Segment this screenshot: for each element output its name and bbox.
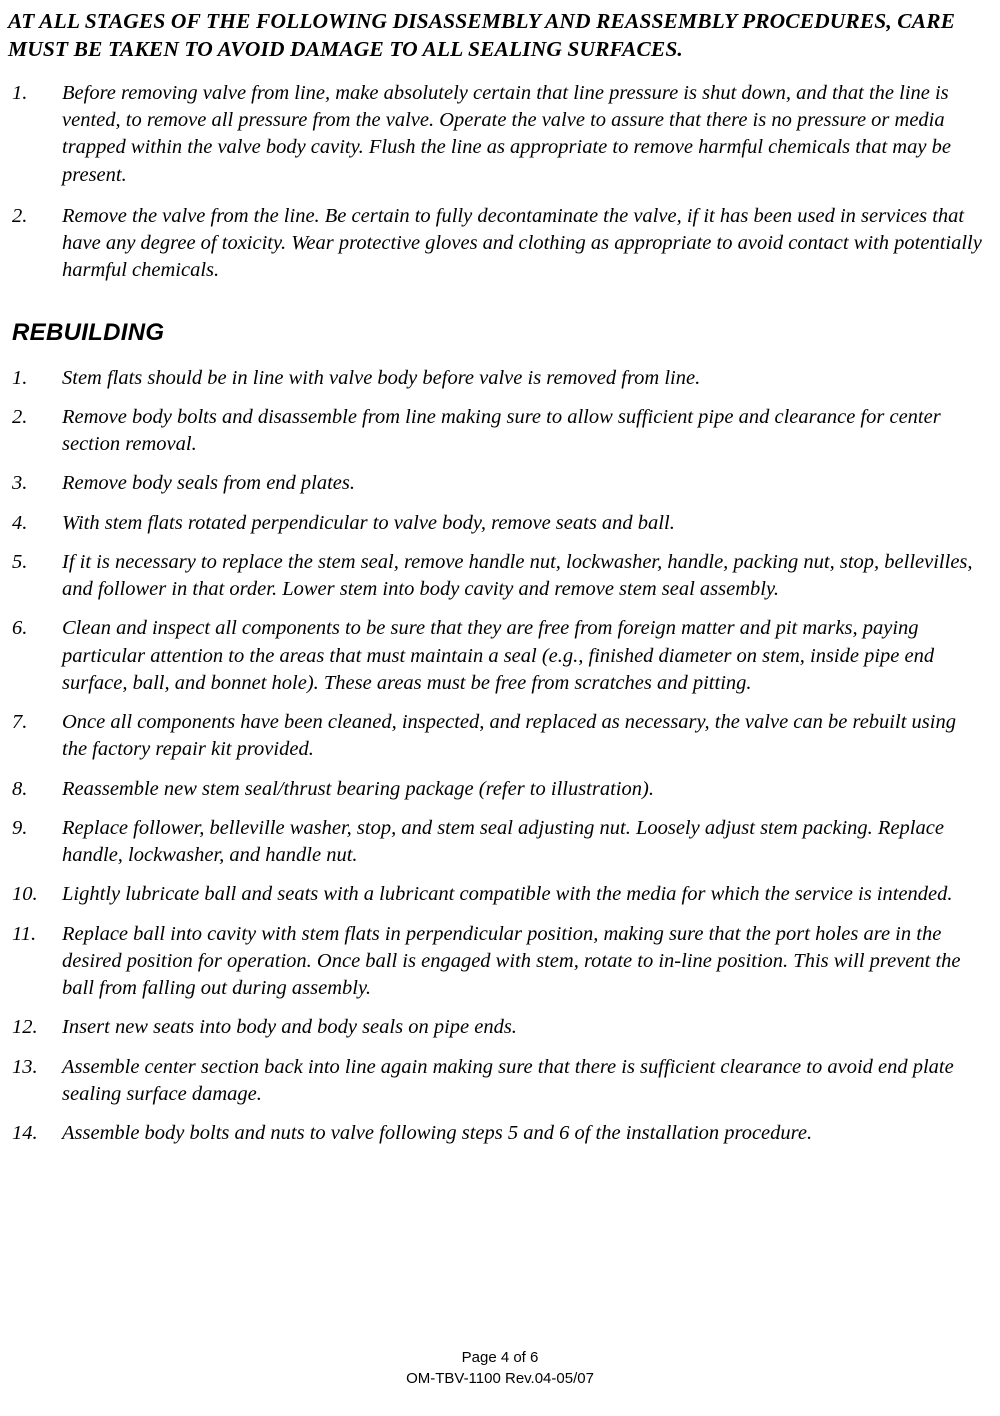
step-text: Before removing valve from line, make absolutely certain that line pressure is shut down, and that the line is vented, to remove all pressure from the valve. Operate the valve to assure that there is no pressure or media trapped within the valve body cavity. Flush the line as appropriate to remove harmful chemicals that may be present.	[62, 81, 951, 186]
step-number: 1.	[12, 81, 28, 104]
step-text: Reassemble new stem seal/thrust bearing package (refer to illustration).	[62, 777, 654, 800]
step-number: 3.	[12, 472, 28, 495]
step-number: 6.	[12, 617, 28, 640]
list-item	[8, 881, 982, 908]
step-number: 12.	[12, 1016, 38, 1039]
list-item	[8, 1120, 982, 1147]
step-text: Replace follower, belleville washer, stop, and stem seal adjusting nut. Loosely adjust stem packing. Replace handle, lockwasher, and handle nut.	[62, 816, 944, 867]
document-code: OM-TBV-1100 Rev.04-05/07	[406, 1370, 594, 1388]
step-number: 2.	[12, 405, 28, 428]
step-text: Remove body bolts and disassemble from line making sure to allow sufficient pipe and clearance for center section removal.	[62, 405, 941, 456]
step-number: 5.	[12, 550, 28, 573]
list-item	[8, 615, 982, 697]
step-number: 2.	[12, 204, 28, 227]
step-number: 14.	[12, 1122, 38, 1145]
step-number: 13.	[12, 1055, 38, 1078]
list-item	[8, 510, 982, 537]
step-text: Stem flats should be in line with valve body before valve is removed from line.	[62, 366, 701, 389]
step-text: With stem flats rotated perpendicular to valve body, remove seats and ball.	[62, 511, 675, 534]
list-item	[8, 709, 982, 764]
list-item	[8, 815, 982, 870]
list-item	[8, 1014, 982, 1041]
page-number: Page 4 of 6	[461, 1348, 539, 1366]
list-item	[8, 921, 982, 1003]
list-item	[8, 1054, 982, 1109]
step-number: 10.	[12, 883, 38, 906]
step-number: 9.	[12, 816, 28, 839]
disassembly-step-list	[8, 80, 982, 285]
step-text: Clean and inspect all components to be sure that they are free from foreign matter and pit marks, paying particular attention to the areas that must maintain a seal (e.g., finished diameter on stem, inside pipe end surface, ball, and bonnet hole). These areas must be free from scratches and pitting.	[62, 617, 935, 694]
step-text: Replace ball into cavity with stem flats in perpendicular position, making sure that the port holes are in the desired position for operation. Once ball is engaged with stem, rotate to in-line position. This will prevent the ball from falling out during assembly.	[62, 922, 961, 1000]
step-number: 4.	[12, 511, 28, 534]
list-item	[8, 365, 982, 392]
step-number: 8.	[12, 777, 28, 800]
list-item	[8, 203, 982, 285]
step-text: Insert new seats into body and body seals on pipe ends.	[62, 1016, 517, 1039]
step-text: Lightly lubricate ball and seats with a lubricant compatible with the media for which the service is intended.	[62, 883, 953, 906]
list-item	[8, 470, 982, 497]
list-item	[8, 776, 982, 803]
step-number: 1.	[12, 366, 28, 389]
step-text: Once all components have been cleaned, inspected, and replaced as necessary, the valve can be rebuilt using the factory repair kit provided.	[62, 711, 956, 761]
list-item	[8, 404, 982, 459]
step-text: Remove body seals from end plates.	[62, 472, 356, 495]
step-text: Remove the valve from the line. Be certain to fully decontaminate the valve, if it has been used in services that have any degree of toxicity. Wear protective gloves and clothing as appropriate to avoid contact with potentially harmful chemicals.	[62, 204, 982, 282]
step-text: Assemble center section back into line again making sure that there is sufficient clearance to avoid end plate sealing surface damage.	[62, 1055, 954, 1105]
list-item	[8, 80, 982, 189]
step-number: 11.	[12, 922, 37, 945]
rebuilding-step-list	[8, 365, 982, 1148]
list-item	[8, 549, 982, 604]
step-text: If it is necessary to replace the stem seal, remove handle nut, lockwasher, handle, packing nut, stop, bellevilles, and follower in that order. Lower stem into body cavity and remove stem seal assembly.	[62, 550, 973, 601]
safety-warning: AT ALL STAGES OF THE FOLLOWING DISASSEMBLY AND REASSEMBLY PROCEDURES, CARE MUST BE TAKEN TO AVOID DAMAGE TO ALL SEALING SURFACES.	[8, 9, 956, 61]
step-number: 7.	[12, 711, 28, 734]
step-text: Assemble body bolts and nuts to valve following steps 5 and 6 of the installation procedure.	[62, 1122, 813, 1145]
page-footer	[0, 1347, 1000, 1391]
section-heading-rebuilding: REBUILDING	[12, 318, 165, 346]
